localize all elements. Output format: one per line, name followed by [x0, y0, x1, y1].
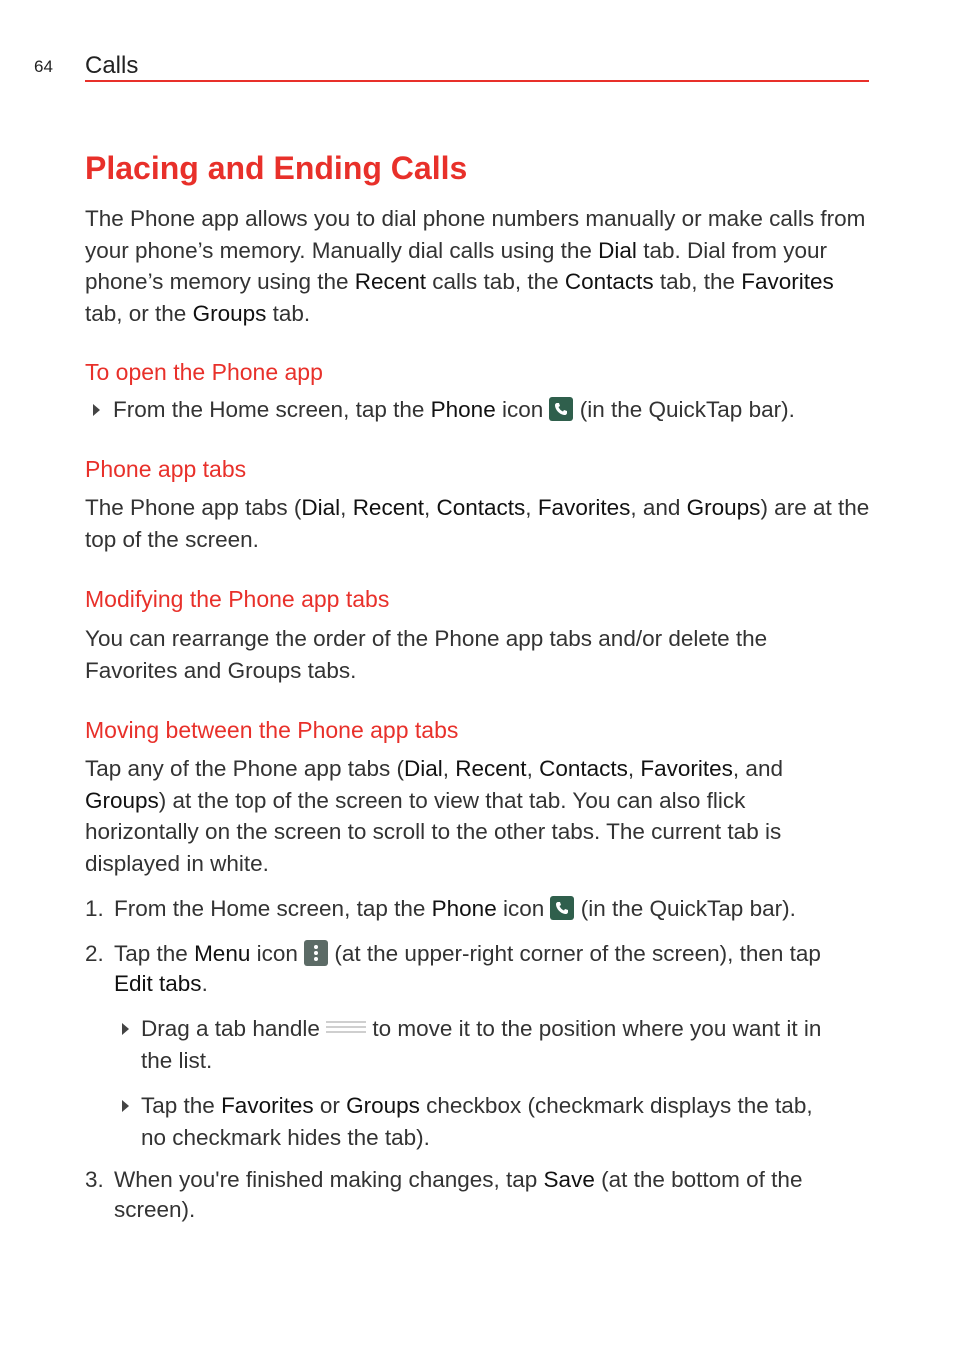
step-3-line-2: screen).: [114, 1197, 196, 1222]
open-app-instruction: From the Home screen, tap the Phone icon (in the QuickTap bar).: [113, 397, 795, 422]
sub-bullet-2-line-2: no checkmark hides the tab).: [141, 1125, 430, 1150]
phone-icon: [549, 397, 573, 421]
recent-term: Recent: [354, 269, 427, 294]
bullet-arrow-icon: [122, 1023, 129, 1035]
header-rule: [85, 80, 869, 82]
dial-term: Dial: [598, 237, 637, 263]
running-header: Calls: [85, 52, 139, 79]
sub-bullet-2-line-1: Tap the Favorites or Groups checkbox (checkmark displays the tab,: [141, 1093, 813, 1118]
page-number: 64: [34, 57, 53, 76]
step-number: 1.: [85, 896, 104, 921]
sub-bullet-1-line-2: the list.: [141, 1048, 213, 1073]
step-number: 2.: [85, 941, 104, 966]
heading-phone-app-tabs: Phone app tabs: [85, 456, 247, 482]
heading-open-phone-app: To open the Phone app: [85, 359, 323, 385]
intro-paragraph: The Phone app allows you to dial phone numbers manually or make calls from your phone’s memory. Manually dial calls using the Dial tab. Dial from your phone’s memory using the Recent calls tab, the Contacts tab, the Favorites tab, or the Groups tab.: [85, 206, 866, 326]
sub-bullet-1-line-1: Drag a tab handle to move it to the position where you want it in: [141, 1016, 822, 1041]
modifying-paragraph: You can rearrange the order of the Phone app tabs and/or delete the Favorites and Groups tabs.: [85, 626, 768, 683]
favorites-term: Favorites: [741, 269, 834, 294]
phone-icon: [550, 896, 574, 920]
tab-handle-icon: [326, 1020, 366, 1034]
page-title: Placing and Ending Calls: [85, 150, 468, 186]
step-2-line-2: Edit tabs.: [114, 971, 208, 996]
tabs-paragraph: The Phone app tabs (Dial, Recent, Contacts, Favorites, and Groups) are at the top of the screen.: [85, 495, 870, 552]
heading-moving-between-tabs: Moving between the Phone app tabs: [85, 717, 459, 743]
menu-icon: [304, 940, 328, 966]
step-3-line-1: When you're finished making changes, tap Save (at the bottom of the: [114, 1167, 803, 1192]
step-1: From the Home screen, tap the Phone icon (in the QuickTap bar).: [114, 896, 796, 921]
step-2-line-1: Tap the Menu icon (at the upper-right corner of the screen), then tap: [114, 941, 821, 966]
step-number: 3.: [85, 1167, 104, 1192]
contacts-term: Contacts: [564, 269, 654, 294]
moving-paragraph: Tap any of the Phone app tabs (Dial, Recent, Contacts, Favorites, and Groups) at the top of the screen to view that tab. You can also flick horizontally on the screen to scroll to the other tabs. The current tab is displayed in white.: [85, 756, 783, 876]
bullet-arrow-icon: [93, 404, 100, 416]
heading-modifying-tabs: Modifying the Phone app tabs: [85, 586, 390, 612]
groups-term: Groups: [192, 300, 267, 326]
bullet-arrow-icon: [122, 1100, 129, 1112]
